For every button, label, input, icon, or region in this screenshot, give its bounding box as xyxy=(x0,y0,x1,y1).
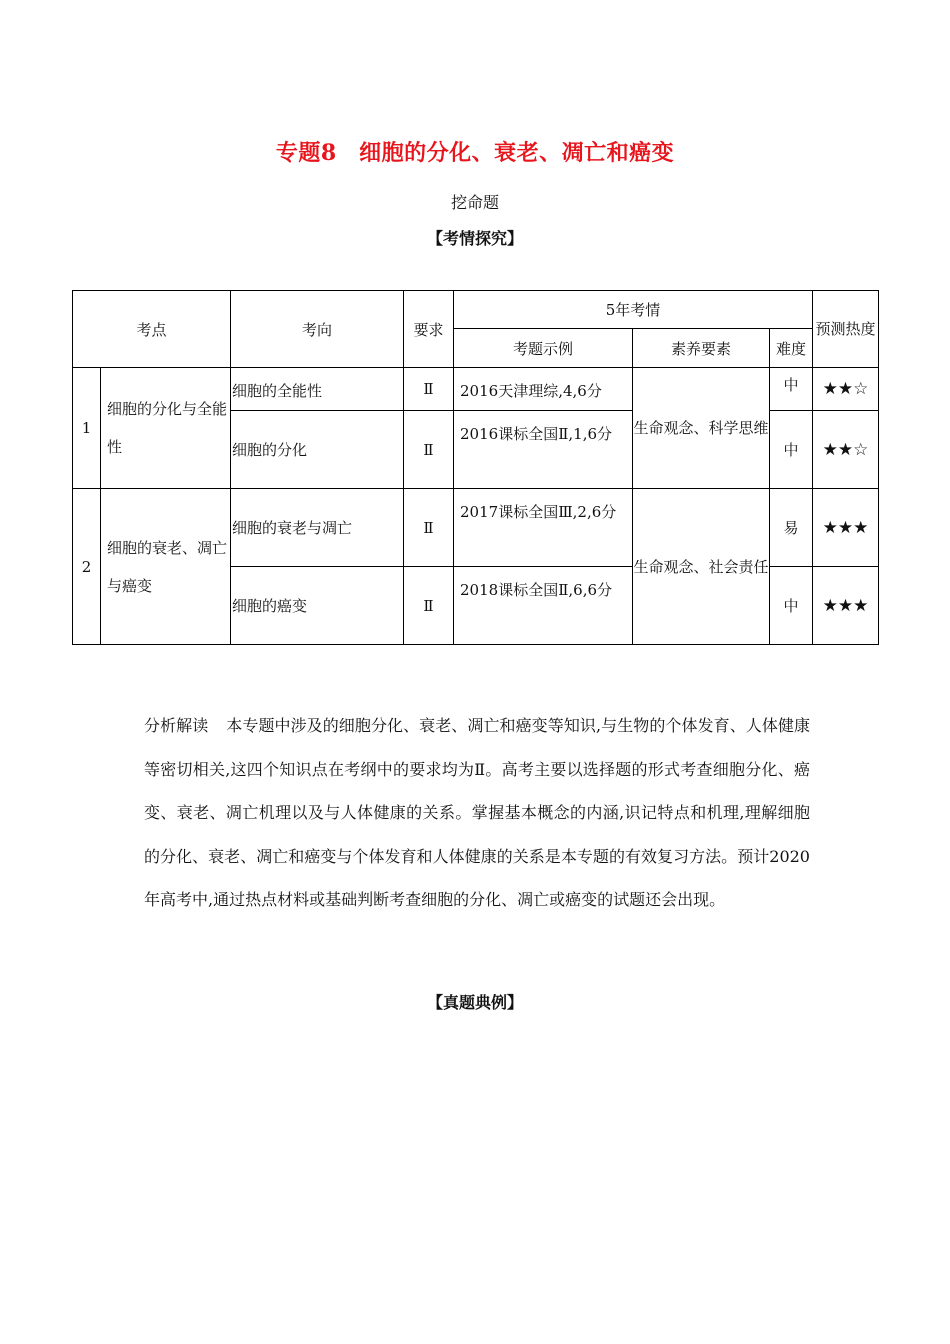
difficulty-cell: 易 xyxy=(770,489,813,567)
header-direction: 考向 xyxy=(231,291,404,368)
requirement-cell: Ⅱ xyxy=(404,489,454,567)
sample-cell: 2016天津理综,4,6分 xyxy=(454,368,633,411)
forecast-stars: ★★★ xyxy=(813,489,879,567)
direction-cell: 细胞的癌变 xyxy=(231,567,404,645)
header-requirement: 要求 xyxy=(404,291,454,368)
forecast-stars: ★★☆ xyxy=(813,368,879,411)
section-heading-real-examples: 【真题典例】 xyxy=(426,993,523,1012)
forecast-stars: ★★☆ xyxy=(813,411,879,489)
sample-cell: 2016课标全国Ⅱ,1,6分 xyxy=(454,411,633,489)
difficulty-cell: 中 xyxy=(770,368,813,411)
header-forecast: 预测热度 xyxy=(813,291,879,368)
header-five-year: 5年考情 xyxy=(454,291,813,329)
header-sample: 考题示例 xyxy=(454,329,633,368)
direction-cell: 细胞的分化 xyxy=(231,411,404,489)
literacy-cell: 生命观念、社会责任 xyxy=(633,489,770,645)
difficulty-cell: 中 xyxy=(770,567,813,645)
requirement-cell: Ⅱ xyxy=(404,368,454,411)
direction-cell: 细胞的衰老与凋亡 xyxy=(231,489,404,567)
group-point: 细胞的分化与全能性 xyxy=(101,368,231,489)
sample-cell: 2018课标全国Ⅱ,6,6分 xyxy=(454,567,633,645)
group-number: 2 xyxy=(73,489,101,645)
page-title: 专题8 细胞的分化、衰老、凋亡和癌变 xyxy=(275,140,675,166)
sample-cell: 2017课标全国Ⅲ,2,6分 xyxy=(454,489,633,567)
analysis-text: 本专题中涉及的细胞分化、衰老、凋亡和癌变等知识,与生物的个体发育、人体健康等密切相关,这四个知识点在考纲中的要求均为Ⅱ。高考主要以选择题的形式考查细胞分化、癌变、衰老、凋亡机理以及与人体健康的关系。掌握基本概念的内涵,识记特点和机理,理解细胞的分化、衰老、凋亡和癌变与个体发育和人体健康的关系是本专题的有效复习方法。预计2020年高考中,通过热点材料或基础判断考查细胞的分化、凋亡或癌变的试题还会出现。 xyxy=(144,716,810,909)
section-heading-exam-analysis: 【考情探究】 xyxy=(426,229,523,248)
literacy-cell: 生命观念、科学思维 xyxy=(633,368,770,489)
table-row xyxy=(73,368,879,411)
requirement-cell: Ⅱ xyxy=(404,567,454,645)
difficulty-cell: 中 xyxy=(770,411,813,489)
forecast-stars: ★★★ xyxy=(813,567,879,645)
header-point: 考点 xyxy=(73,291,231,368)
analysis-paragraph xyxy=(144,704,810,922)
page-subtitle: 挖命题 xyxy=(450,193,499,212)
exam-analysis-table xyxy=(72,290,879,645)
group-number: 1 xyxy=(73,368,101,489)
analysis-lead: 分析解读 xyxy=(144,716,209,735)
requirement-cell: Ⅱ xyxy=(404,411,454,489)
header-literacy: 素养要素 xyxy=(633,329,770,368)
direction-cell: 细胞的全能性 xyxy=(231,368,404,411)
group-point: 细胞的衰老、凋亡与癌变 xyxy=(101,489,231,645)
table-row xyxy=(73,489,879,567)
header-difficulty: 难度 xyxy=(770,329,813,368)
